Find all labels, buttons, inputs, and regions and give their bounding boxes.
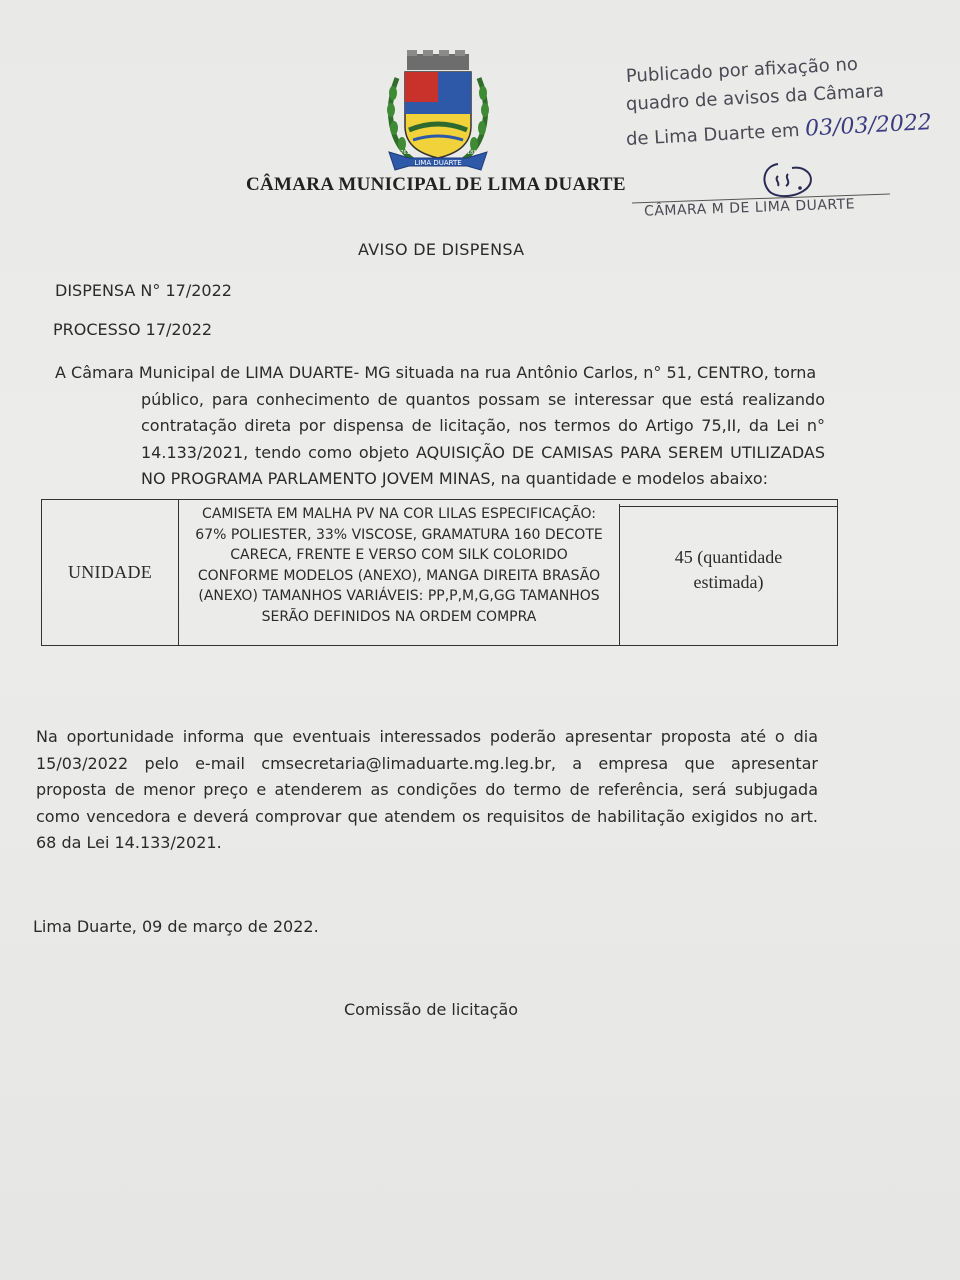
crest-year-right: 1881 xyxy=(467,150,480,156)
description-line: 67% POLIESTER, 33% VISCOSE, GRAMATURA 160 DECOTE xyxy=(195,526,603,543)
intro-first-line: A Câmara Municipal de LIMA DUARTE- MG situada na rua Antônio Carlos, n° 51, CENTRO, torna xyxy=(55,363,817,382)
table-cell-description xyxy=(179,504,620,645)
intro-rest: público, para conhecimento de quantos possam se interessar que está realizando contratação direta por dispensa de licitação, nos termos do Artigo 75,II, da Lei n° 14.133/2021, tendo como objeto AQUISIÇÃO DE CAMISAS PARA SEREM UTILIZADAS NO PROGRAMA PARLAMENTO JOVEM MINAS, na quantidade e modelos abaixo: xyxy=(141,389,825,488)
closing-line: 68 da Lei 14.133/2021. xyxy=(36,833,222,852)
table-cell-unit: UNIDADE xyxy=(42,500,179,645)
signatory: Comissão de licitação xyxy=(344,1000,519,1019)
dispensa-number: DISPENSA N° 17/2022 xyxy=(55,281,232,300)
quantity-line-2: estimada) xyxy=(693,572,764,592)
stamp-footer: CÂMARA M DE LIMA DUARTE xyxy=(643,196,856,220)
crest-year-left: 1761 xyxy=(397,150,410,156)
date-line: Lima Duarte, 09 de março de 2022. xyxy=(33,917,319,936)
processo-number: PROCESSO 17/2022 xyxy=(53,320,213,339)
closing-line: proposta de menor preço e atenderem as condições do termo de referência, será subjugada xyxy=(36,780,818,799)
publication-stamp xyxy=(620,46,940,236)
stamp-date: 03/03/2022 xyxy=(804,109,933,142)
stamp-line-3-prefix: de Lima Duarte em xyxy=(625,119,801,150)
closing-line: Na oportunidade informa que eventuais interessados poderão apresentar proposta até o dia xyxy=(36,727,818,746)
description-line: CONFORME MODELOS (ANEXO), MANGA DIREITA BRASÃO xyxy=(197,567,601,584)
crest-motto: LIMA DUARTE xyxy=(414,159,462,167)
stamp-line-3 xyxy=(625,110,932,151)
stamp-line-1: Publicado por afixação no xyxy=(625,53,859,87)
quantity-line-1: 45 (quantidade xyxy=(674,547,783,567)
closing-line: 15/03/2022 pelo e-mail cmsecretaria@limaduarte.mg.leg.br, a empresa que apresentar xyxy=(36,753,818,773)
table-cell-quantity xyxy=(620,506,837,645)
description-line: SERÃO DEFINIDOS NA ORDEM COMPRA xyxy=(261,608,537,625)
signature-icon xyxy=(758,158,816,200)
description-line: CAMISETA EM MALHA PV NA COR LILAS ESPECIFICAÇÃO: xyxy=(202,506,596,522)
intro-paragraph xyxy=(55,360,825,493)
municipal-crest-icon xyxy=(383,48,493,178)
item-table xyxy=(41,499,838,646)
stamp-line-2: quadro de avisos da Câmara xyxy=(625,80,885,115)
document-heading: AVISO DE DISPENSA xyxy=(358,240,525,259)
description-line: (ANEXO) TAMANHOS VARIÁVEIS: PP,P,M,G,GG TAMANHOS xyxy=(198,588,600,604)
description-line: CARECA, FRENTE E VERSO COM SILK COLORIDO xyxy=(230,547,568,563)
org-title: CÂMARA MUNICIPAL DE LIMA DUARTE xyxy=(246,174,626,195)
closing-line: como vencedora e deverá comprovar que atendem os requisitos de habilitação exigidos no art. xyxy=(36,806,818,826)
closing-paragraph xyxy=(36,724,818,857)
